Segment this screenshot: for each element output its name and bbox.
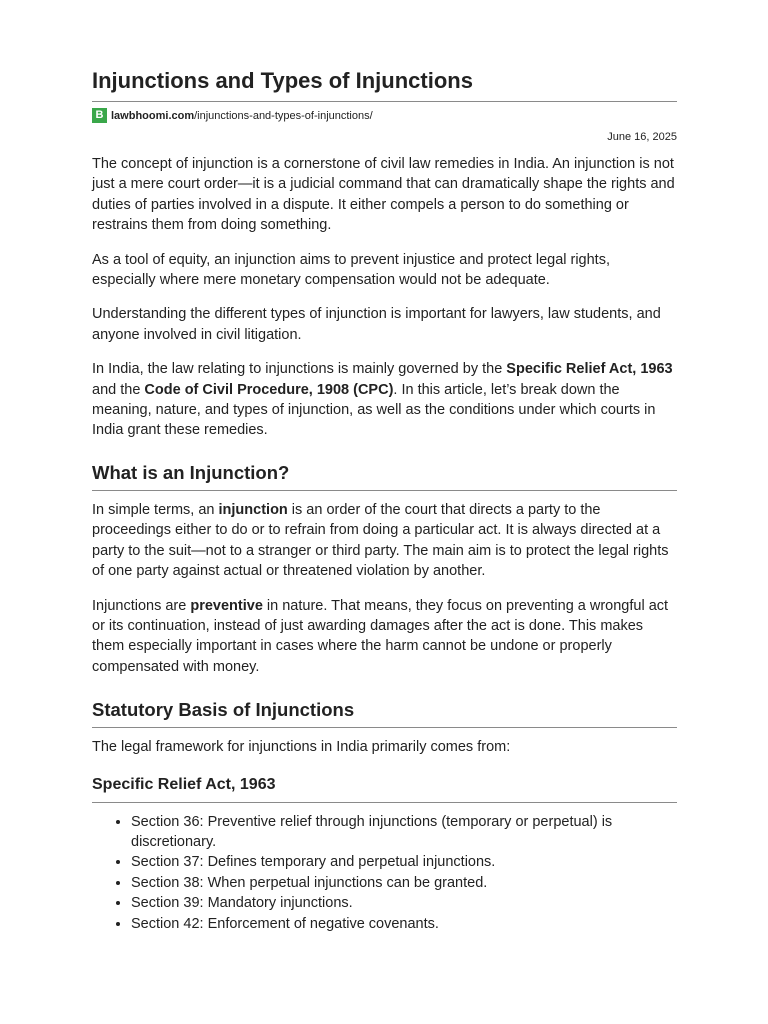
text-run: Injunctions are	[92, 597, 191, 614]
intro-paragraph-2: As a tool of equity, an injunction aims to prevent injustice and protect legal rights, especially where mere monetary compensation would not be adequate.	[92, 251, 610, 289]
statutory-paragraph-1: The legal framework for injunctions in India primarily comes from:	[92, 739, 511, 756]
intro-paragraph-3: Understanding the different types of injunction is important for lawyers, law students, and anyone involved in civil litigation.	[92, 306, 661, 343]
text-run: in nature. That means, they focus on preventing a wrongful act or its continuation, instead of just awarding damages after the act is done. This makes them especially important in cases where the harm cannot be undone or properly compensated with money.	[92, 597, 669, 675]
list-item: • Section 38: When perpetual injunctions can be granted.	[131, 873, 677, 893]
sections-list	[92, 812, 677, 934]
intro-paragraph-4	[92, 359, 677, 441]
bold-term: preventive	[190, 597, 263, 614]
article	[92, 66, 677, 934]
source-line	[92, 107, 677, 124]
heading-statutory-basis: Statutory Basis of Injunctions	[92, 697, 677, 728]
bold-term: Specific Relief Act, 1963	[506, 361, 673, 378]
article-title: Injunctions and Types of Injunctions	[92, 66, 677, 102]
list-item: • Section 36: Preventive relief through injunctions (temporary or perpetual) is discretionary.	[131, 812, 677, 853]
article-date: June 16, 2025	[607, 131, 677, 143]
text-run: In India, the law relating to injunctions is mainly governed by the	[92, 361, 507, 378]
source-path[interactable]: /injunctions-and-types-of-injunctions/	[194, 109, 373, 122]
text-run: . In this article, let’s break down the meaning, nature, and types of injunction, as well as the conditions under which courts in India grant these remedies.	[92, 381, 656, 439]
bold-term: injunction	[218, 501, 288, 518]
heading-specific-relief-act: Specific Relief Act, 1963	[92, 774, 677, 803]
heading-what-is-injunction: What is an Injunction?	[92, 460, 677, 491]
source-domain[interactable]: lawbhoomi.com	[111, 109, 195, 122]
list-item: • Section 37: Defines temporary and perpetual injunctions.	[131, 852, 677, 872]
text-run: and the	[92, 381, 145, 398]
what-is-paragraph-2	[92, 596, 677, 678]
site-favicon-icon: B	[92, 108, 107, 123]
intro-paragraph-1: The concept of injunction is a cornerstone of civil law remedies in India. An injunction is not just a mere court order—it is a judicial command that can dramatically shape the rights and duties of parties involved in a dispute. It either compels a person to do something or restrains them from doing something.	[92, 156, 675, 234]
bold-term: Code of Civil Procedure, 1908 (CPC)	[144, 381, 394, 398]
list-item: • Section 42: Enforcement of negative covenants.	[131, 914, 677, 934]
list-item: • Section 39: Mandatory injunctions.	[131, 893, 677, 913]
text-run: is an order of the court that directs a party to the proceedings either to do or to refrain from doing a particular act. It is always directed at a party to the suit—not to a stranger or third party. The main aim is to protect the legal rights of one party against actual or threatened violation by another.	[92, 501, 669, 580]
what-is-paragraph-1	[92, 500, 677, 582]
text-run: In simple terms, an	[92, 501, 219, 518]
